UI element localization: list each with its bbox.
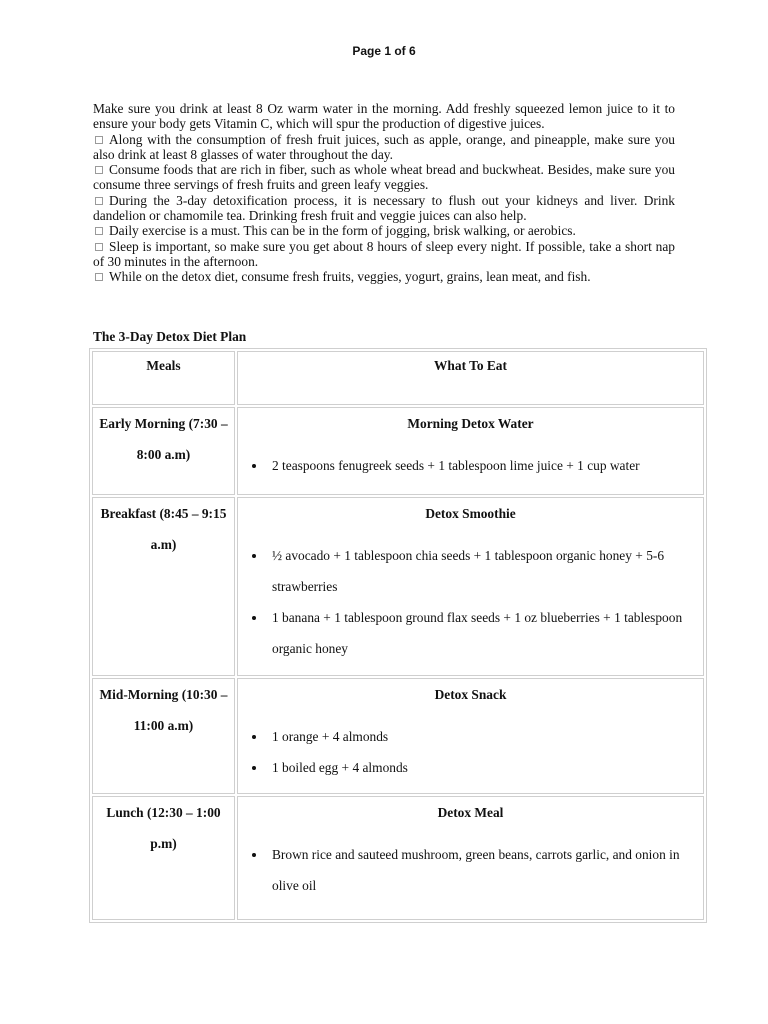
meal-cell: [92, 678, 235, 794]
page-number-header: Page 1 of 6: [352, 44, 416, 58]
meal-cell: [92, 497, 235, 676]
food-list: [238, 721, 703, 783]
intro-bullet: While on the detox diet, consume fresh fruits, veggies, yogurt, grains, lean meat, and fish.: [93, 269, 675, 284]
diet-plan-table: [89, 348, 707, 923]
food-section-title: Detox Meal: [437, 805, 504, 820]
food-cell: [237, 796, 704, 920]
intro-text: [93, 101, 675, 285]
list-item: 2 teaspoons fenugreek seeds + 1 tablespoon lime juice + 1 cup water: [272, 450, 703, 481]
food-cell: [237, 407, 704, 495]
checkbox-glyph-icon: [95, 166, 103, 174]
list-item: ½ avocado + 1 tablespoon chia seeds + 1 tablespoon organic honey + 5-6 strawberries: [272, 540, 703, 602]
food-list: [238, 450, 703, 481]
list-item: 1 orange + 4 almonds: [272, 721, 703, 752]
list-item: Brown rice and sauteed mushroom, green beans, carrots garlic, and onion in olive oil: [272, 839, 703, 901]
intro-bullet: Consume foods that are rich in fiber, such as whole wheat bread and buckwheat. Besides, make sure you consume three servings of fresh fruits and green leafy veggies.: [93, 162, 675, 193]
meal-time: Early Morning (7:30 – 8:00 a.m): [99, 416, 228, 462]
intro-bullet: Daily exercise is a must. This can be in the form of jogging, brisk walking, or aerobics.: [93, 223, 675, 238]
intro-bullet: Sleep is important, so make sure you get about 8 hours of sleep every night. If possible, take a short nap of 30 minutes in the afternoon.: [93, 238, 675, 269]
checkbox-glyph-icon: [95, 136, 103, 144]
food-section-title: Detox Smoothie: [425, 506, 516, 521]
table-row: [92, 796, 704, 920]
food-section-title: Detox Snack: [434, 687, 507, 702]
header-what-to-eat: What To Eat: [237, 351, 704, 405]
table-row: [92, 678, 704, 794]
list-item: 1 banana + 1 tablespoon ground flax seeds + 1 oz blueberries + 1 tablespoon organic honey: [272, 602, 703, 664]
checkbox-glyph-icon: [95, 273, 103, 281]
food-list: [238, 540, 703, 664]
food-cell: [237, 678, 704, 794]
meal-cell: [92, 407, 235, 495]
checkbox-glyph-icon: [95, 243, 103, 251]
meal-cell: [92, 796, 235, 920]
meal-time: Lunch (12:30 – 1:00 p.m): [106, 805, 221, 851]
list-item: 1 boiled egg + 4 almonds: [272, 752, 703, 783]
intro-bullet: Along with the consumption of fresh fruit juices, such as apple, orange, and pineapple, make sure you also drink at least 8 glasses of water throughout the day.: [93, 131, 675, 162]
intro-bullet: During the 3-day detoxification process, it is necessary to flush out your kidneys and liver. Drink dandelion or chamomile tea. Drinking fresh fruit and veggie juices can also help.: [93, 192, 675, 224]
intro-paragraph: Make sure you drink at least 8 Oz warm water in the morning. Add freshly squeezed lemon juice to it to ensure your body gets Vitamin C, which will spur the production of digestive juices.: [93, 101, 675, 132]
food-section-title: Morning Detox Water: [407, 416, 534, 431]
checkbox-glyph-icon: [95, 197, 103, 205]
table-row: [92, 497, 704, 676]
meal-time: Breakfast (8:45 – 9:15 a.m): [100, 506, 227, 552]
food-cell: [237, 497, 704, 676]
meal-time: Mid-Morning (10:30 – 11:00 a.m): [99, 687, 228, 733]
header-meals: Meals: [92, 351, 235, 405]
table-header-row: [92, 351, 704, 405]
table-row: [92, 407, 704, 495]
food-list: [238, 839, 703, 901]
table-caption: The 3-Day Detox Diet Plan: [93, 329, 247, 344]
checkbox-glyph-icon: [95, 227, 103, 235]
